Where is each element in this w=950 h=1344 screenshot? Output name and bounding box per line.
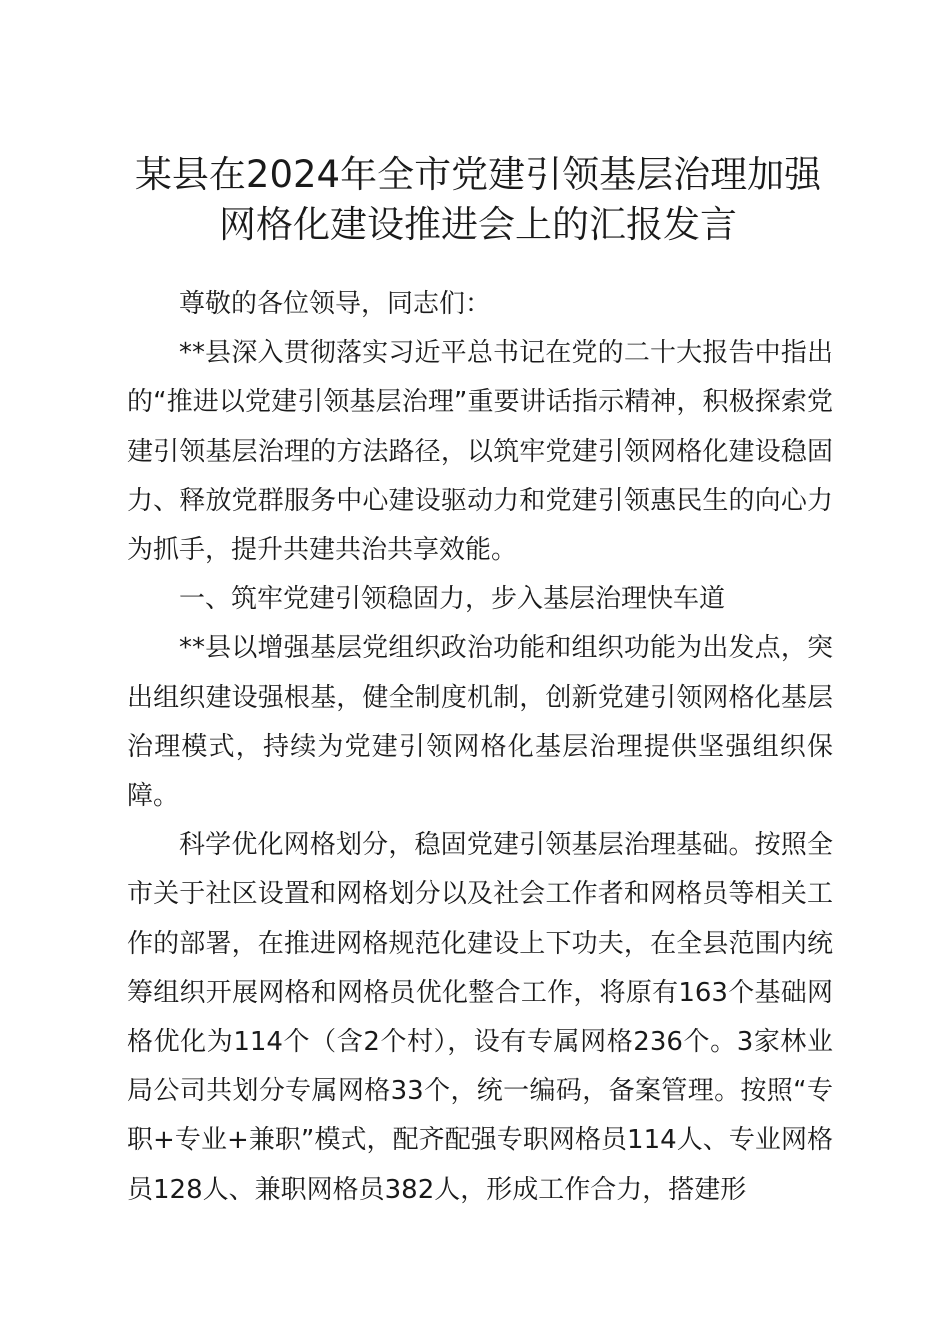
- body-paragraph: 科学优化网格划分，稳固党建引领基层治理基础。按照全市关于社区设置和网格划分以及社会工作者和网格员等相关工作的部署，在推进网格规范化建设上下功夫，在全县范围内统筹组织开展网格和网格员优化整合工作，将原有163个基础网格优化为114个（含2个村），设有专属网格236个。3家林业局公司共划分专属网格33个，统一编码，备案管理。按照“专职+专业+兼职”模式，配齐配强专职网格员114人、专业网格员128人、兼职网格员382人，形成工作合力，搭建形: [127, 830, 833, 1205]
- section-heading: 一、筑牢党建引领稳固力，步入基层治理快车道: [179, 584, 726, 615]
- salutation: 尊敬的各位领导，同志们：: [179, 289, 492, 319]
- intro-paragraph: **县深入贯彻落实习近平总书记在党的二十大报告中指出的“推进以党建引领基层治理”重要讲话指示精神，积极探索党建引领基层治理的方法路径，以筑牢党建引领网格化建设稳固力、释放党群服务中心建设驱动力和党建引领惠民生的向心力为抓手，提升共建共治共享效能。: [127, 338, 833, 566]
- document-body: [127, 280, 833, 1215]
- body-paragraph: **县以增强基层党组织政治功能和组织功能为出发点，突出组织建设强根基，健全制度机制，创新党建引领网格化基层治理模式，持续为党建引领网格化基层治理提供坚强组织保障。: [127, 633, 833, 812]
- document-title: 某县在2024年全市党建引领基层治理加强网格化建设推进会上的汇报发言: [134, 153, 822, 246]
